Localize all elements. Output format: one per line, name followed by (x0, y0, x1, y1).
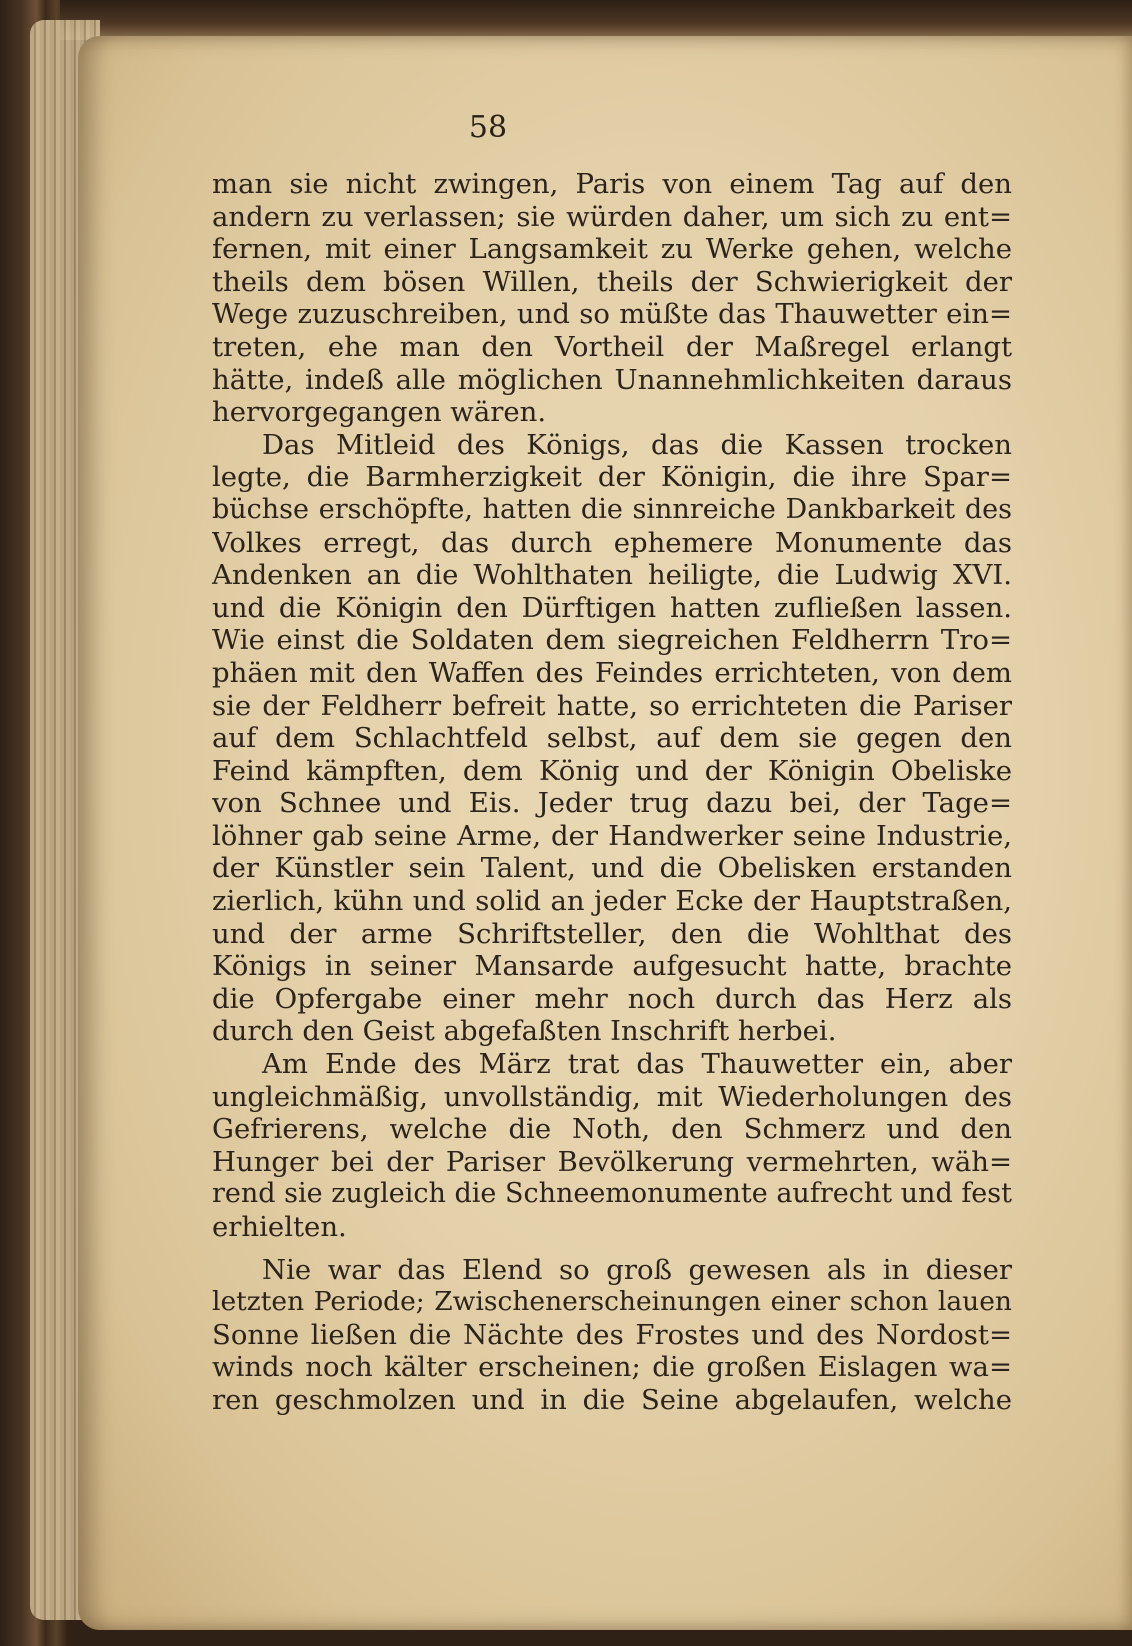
text-line: sie der Feldherr befreit hatte, so errichteten die Pariser (212, 689, 1012, 722)
text-line: Hunger bei der Pariser Bevölkerung vermehrten, wäh= (212, 1145, 1012, 1178)
text-line: man sie nicht zwingen, Paris von einem Tag auf den (212, 168, 1012, 200)
text-line: der Künstler sein Talent, und die Obelisken erstanden (212, 852, 1012, 885)
text-line: hätte, indeß alle möglichen Unannehmlichkeiten daraus (212, 363, 1012, 396)
text-line: rend sie zugleich die Schneemonumente aufrecht und fest (212, 1178, 1012, 1210)
text-line: die Opfergabe einer mehr noch durch das Herz als (212, 982, 1012, 1015)
text-line: Andenken an die Wohlthaten heiligte, die Ludwig XVI. (212, 559, 1012, 592)
paragraph-gap (212, 1244, 1012, 1254)
page-number: 58 (468, 110, 508, 145)
body-text (212, 168, 1012, 1417)
text-line: theils dem bösen Willen, theils der Schwierigkeit der (212, 265, 1012, 298)
text-line: andern zu verlassen; sie würden daher, um sich zu ent= (212, 200, 1012, 233)
text-line: Feind kämpften, dem König und der Königin Obeliske (212, 754, 1012, 787)
text-line: legte, die Barmherzigkeit der Königin, die ihre Spar= (212, 461, 1012, 494)
text-line: auf dem Schlachtfeld selbst, auf dem sie gegen den (212, 722, 1012, 755)
text-line: Königs in seiner Mansarde aufgesucht hatte, brachte (212, 950, 1012, 983)
text-line: winds noch kälter erscheinen; die großen Eislagen wa= (212, 1351, 1012, 1384)
text-line: phäen mit den Waffen des Feindes errichteten, von dem (212, 656, 1012, 689)
text-line: und der arme Schriftsteller, den die Wohlthat des (212, 917, 1012, 950)
text-line: hervorgegangen wären. (212, 396, 547, 429)
text-line: fernen, mit einer Langsamkeit zu Werke gehen, welche (212, 233, 1012, 266)
text-line: büchse erschöpfte, hatten die sinnreiche Dankbarkeit des (212, 493, 1012, 525)
paragraph (212, 1254, 1012, 1417)
text-line: ungleichmäßig, unvollständig, mit Wiederholungen des (212, 1080, 1012, 1113)
book-top-edge (60, 0, 1132, 40)
text-line: Gefrierens, welche die Noth, den Schmerz und den (212, 1113, 1012, 1146)
paragraph (212, 168, 1012, 429)
text-line: Volkes erregt, das durch ephemere Monumente das (212, 526, 1012, 559)
text-line: zierlich, kühn und solid an jeder Ecke der Hauptstraßen, (212, 885, 1012, 918)
text-line: löhner gab seine Arme, der Handwerker seine Industrie, (212, 819, 1012, 852)
text-line: erhielten. (212, 1211, 347, 1243)
text-line: Nie war das Elend so groß gewesen als in dieser (262, 1253, 1012, 1286)
text-line: letzten Periode; Zwischenerscheinungen einer schon lauen (212, 1286, 1012, 1318)
text-line: und die Königin den Dürftigen hatten zufließen lassen. (212, 591, 1012, 624)
text-line: Wege zuzuschreiben, und so müßte das Thauwetter ein= (212, 298, 1012, 331)
text-line: Sonne ließen die Nächte des Frostes und des Nordost= (212, 1318, 1012, 1351)
text-line: durch den Geist abgefaßten Inschrift herbei. (212, 1015, 837, 1048)
text-line: von Schnee und Eis. Jeder trug dazu bei, der Tage= (212, 787, 1012, 820)
text-line: ren geschmolzen und in die Seine abgelaufen, welche (212, 1383, 1012, 1416)
text-line: treten, ehe man den Vortheil der Maßregel erlangt (212, 330, 1012, 363)
text-line: Wie einst die Soldaten dem siegreichen Feldherrn Tro= (212, 624, 1012, 657)
text-line: Am Ende des März trat das Thauwetter ein, aber (262, 1048, 1012, 1081)
text-line: Das Mitleid des Königs, das die Kassen trocken (262, 428, 1012, 461)
paragraph (212, 1048, 1012, 1244)
paragraph (212, 429, 1012, 1048)
